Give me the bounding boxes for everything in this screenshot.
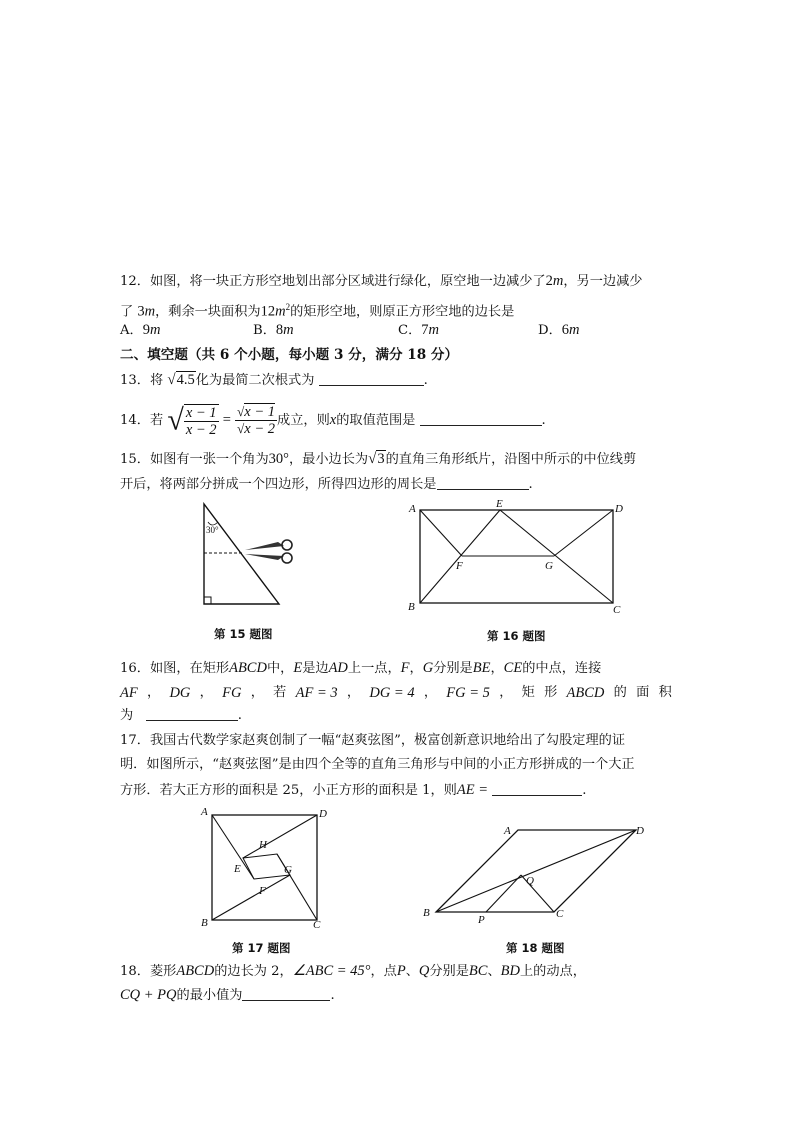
fig16-label-f: F: [456, 560, 463, 572]
q17-line1: 17．我国古代数学家赵爽创制了一幅“赵爽弦图”，极富创新意识地给出了勾股定理的证: [120, 733, 626, 748]
q12-line1: 12．如图，将一块正方形空地划出部分区域进行绿化，原空地一边减少了2m，另一边减少: [120, 273, 643, 289]
fig15-right-angle-mark: [204, 597, 211, 604]
q13: 13．将 √4.5化为最简二次根式为 .: [120, 372, 428, 388]
section-heading: 二、填空题（共 6 个小题，每小题 3 分，满分 18 分）: [120, 347, 459, 363]
fig17-label-g: G: [284, 864, 292, 876]
q15-answer-blank[interactable]: [437, 475, 529, 490]
fig18-label-p: P: [478, 914, 485, 926]
q14-answer-blank[interactable]: [420, 411, 542, 426]
q12-option-b[interactable]: B．8m: [253, 322, 294, 338]
fig18-label-q: Q: [526, 875, 534, 887]
q16-line3: 为 .: [120, 708, 242, 723]
fig18-diagram: [420, 816, 650, 930]
fig17-label-f: F: [259, 885, 266, 897]
q17-line2: 明．如图所示，“赵爽弦图”是由四个全等的直角三角形与中间的小正方形拼成的一个大正: [120, 757, 635, 772]
fig16-caption: 第 16 题图: [487, 629, 546, 643]
fig17-label-b: B: [201, 917, 208, 929]
fig17-label-e: E: [234, 863, 241, 875]
fig16-label-a: A: [409, 503, 416, 515]
fig18-label-c: C: [556, 908, 564, 920]
fig17-outer-square: [212, 815, 317, 920]
q13-sqrt: √4.5: [167, 372, 195, 388]
fig16-label-b: B: [408, 601, 415, 613]
q14-frac-right: $\frac{√x - 1}{√x - 2}$: [237, 404, 276, 437]
q12-option-d[interactable]: D．6m: [538, 322, 580, 338]
fig16-label-d: D: [615, 503, 623, 515]
fig18-caption: 第 18 题图: [506, 941, 565, 955]
q16-line2: AF ， DG ， FG ， 若 AF = 3 ， DG = 4 ， FG = 5 ， 矩 形 ABCD 的 面 积: [120, 685, 672, 701]
fig16-label-e: E: [496, 498, 503, 510]
q17-answer-blank[interactable]: [492, 781, 582, 796]
q12-options: [120, 321, 720, 341]
fig17-label-c: C: [313, 919, 321, 931]
fig17-label-d: D: [319, 808, 327, 820]
fig15-triangle: [204, 504, 279, 604]
q12-option-c[interactable]: C．7m: [398, 322, 440, 338]
q15-line1: 15．如图有一张一个角为30°，最小边长为√3的直角三角形纸片，沿图中所示的中位线剪: [120, 451, 637, 467]
q13-answer-blank[interactable]: [319, 371, 424, 386]
fig17-diagram: [198, 802, 338, 932]
fig16-diagram: [404, 498, 630, 616]
q15-line2: 开后，将两部分拼成一个四边形，所得四边形的周长是 .: [120, 477, 533, 492]
q16-answer-blank[interactable]: [146, 706, 238, 721]
fig15-caption: 第 15 题图: [214, 627, 273, 641]
fig18-label-d: D: [636, 825, 644, 837]
fig15-diagram: [190, 498, 320, 610]
q18-answer-blank[interactable]: [242, 986, 330, 1001]
fig15-angle-label: 30°: [206, 525, 219, 535]
fig16-label-c: C: [613, 604, 621, 616]
q18-line1: 18．菱形ABCD的边长为 2，∠ABC = 45°，点P、Q分别是BC、BD上的动点，: [120, 963, 586, 979]
q16-line1: 16．如图，在矩形ABCD中，E是边AD上一点，F，G分别是BE，CE的中点，连接: [120, 660, 602, 676]
fig18-diagonal-bd: [436, 830, 636, 912]
q14-frac-left: $\frac{x - 1}{x - 2}$: [185, 404, 217, 438]
fig16-label-g: G: [545, 560, 553, 572]
fig18-label-a: A: [504, 825, 511, 837]
q12-line2: 了 3m，剩余一块面积为$12m^2$的矩形空地，则原正方形空地的边长是: [120, 302, 515, 320]
scissors-icon: [245, 540, 292, 563]
fig17-inner-square: [243, 854, 290, 879]
q12-option-a[interactable]: A．9m: [120, 322, 161, 338]
fig17-label-a: A: [201, 806, 208, 818]
fig18-label-b: B: [423, 907, 430, 919]
fig17-caption: 第 17 题图: [232, 941, 291, 955]
q17-line3: 方形．若大正方形的面积是 25，小正方形的面积是 1，则AE = .: [120, 782, 587, 798]
fig17-label-h: H: [259, 839, 267, 851]
q14: 14．若 √ $\frac{x - 1}{x - 2}$ = $\frac{√x - 1}{√x - 2}$ 成立，则x的取值范围是 .: [120, 403, 546, 438]
q18-line2: CQ + PQ的最小值为 .: [120, 987, 335, 1003]
